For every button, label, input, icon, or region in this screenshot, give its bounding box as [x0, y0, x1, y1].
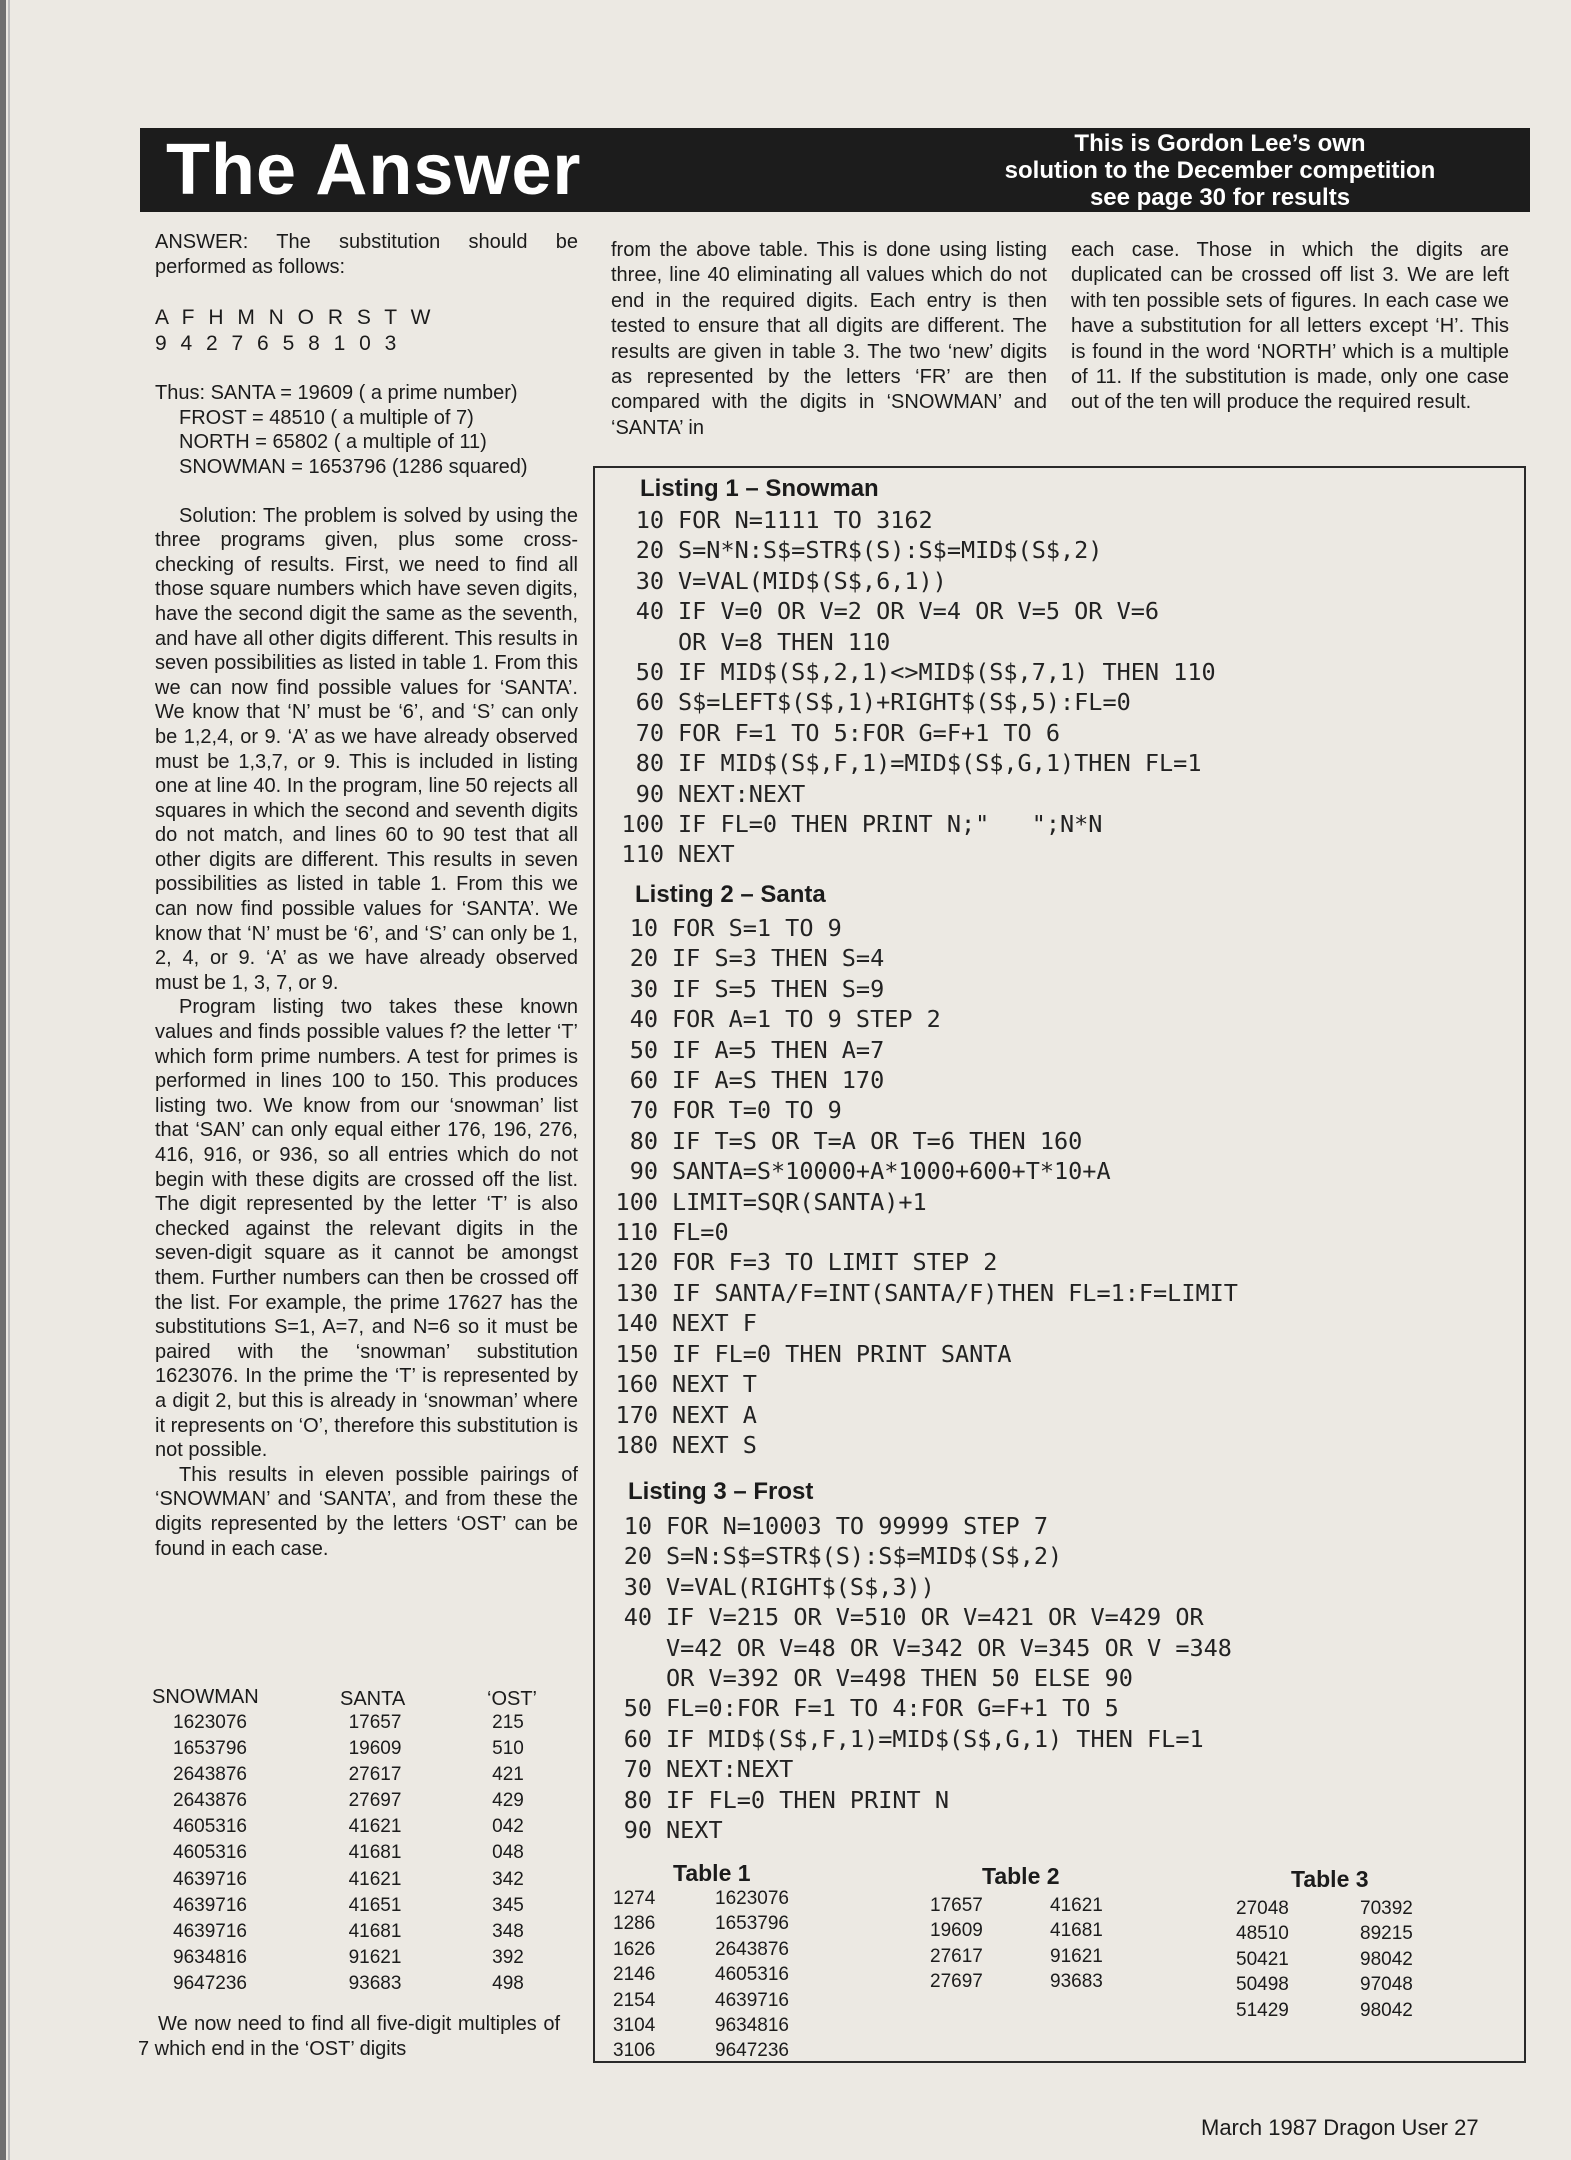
code-line	[592, 1754, 1232, 1784]
code-line	[592, 1572, 1232, 1602]
code-statement: FOR T=0 TO 9	[672, 1096, 842, 1125]
line-number: 30	[623, 1572, 652, 1601]
code-line	[604, 809, 1216, 839]
line-number: 40	[629, 1005, 658, 1034]
table-cell: 70392	[1360, 1898, 1413, 1919]
table-cell: 98042	[1360, 1948, 1413, 1970]
thus-line: NORTH = 65802 ( a multiple of 11)	[179, 431, 487, 454]
code-statement: LIMIT=SQR(SANTA)+1	[672, 1187, 927, 1216]
code-statement: OR V=8 THEN 110	[678, 627, 891, 656]
substitution-letters: A F H M N O R S T W	[155, 306, 435, 330]
table-cell: 9634816	[173, 1946, 247, 1968]
code-statement: IF S=5 THEN S=9	[672, 974, 885, 1003]
code-line	[598, 1339, 1238, 1369]
table-cell: 9634816	[715, 2015, 789, 2037]
line-number: 40	[623, 1603, 652, 1632]
thus-line: FROST = 48510 ( a multiple of 7)	[179, 406, 474, 429]
code-line	[604, 535, 1216, 565]
table-head-ost: ‘OST’	[487, 1688, 537, 1710]
line-number: 90	[629, 1157, 658, 1186]
table-cell: 93683	[348, 1972, 402, 1994]
column-3-text: each case. Those in which the digits are duplicated can be crossed off list 3. We are left with ten possible sets of figures. In each case we have a substitution for all letters except ‘H’. This is found in the word ‘NORTH’ which is a multiple of 11. If the substitution is made, only one case out of the ten will produce the required result.	[1071, 239, 1509, 414]
table-cell: 4639716	[173, 1894, 247, 1916]
code-line	[592, 1724, 1232, 1754]
line-number: 150	[615, 1339, 658, 1368]
code-statement: NEXT S	[672, 1430, 757, 1459]
table-cell: 1626	[613, 1938, 656, 1960]
table-cell: 2643876	[173, 1790, 247, 1812]
table-cell: 41621	[348, 1868, 402, 1890]
line-number: 80	[623, 1785, 652, 1814]
code-statement: IF MID$(S$,F,1)=MID$(S$,G,1) THEN FL=1	[666, 1724, 1204, 1753]
line-number: 70	[623, 1755, 652, 1784]
table-cell: 421	[492, 1764, 524, 1786]
code-line	[604, 718, 1216, 748]
page-title: The Answer	[166, 130, 582, 210]
line-number: 70	[629, 1096, 658, 1125]
line-number: 70	[635, 718, 664, 747]
table-cell: 1653796	[173, 1738, 247, 1760]
column-2-text: from the above table. This is done using listing three, line 40 eliminating all values which do not end in the required digits. Each entry is then tested to ensure that all digits are different. The results are given in table 3. The two ‘new’ digits as represented by the letters ‘FR’ are then compared with the digits in ‘SNOWMAN’ and ‘SANTA’ in	[611, 239, 1047, 439]
code-statement: IF A=5 THEN A=7	[672, 1035, 885, 1064]
table-cell: 2643876	[715, 1938, 789, 1960]
code-statement: IF A=S THEN 170	[672, 1066, 885, 1095]
table-cell: 9647236	[173, 1972, 247, 1994]
code-line	[598, 1308, 1238, 1338]
code-statement: V=VAL(RIGHT$(S$,3))	[666, 1572, 935, 1601]
table-cell: 9647236	[715, 2040, 789, 2062]
code-line	[604, 505, 1216, 535]
table-cell: 51429	[1236, 1999, 1289, 2021]
code-line	[598, 974, 1238, 1004]
table-cell: 41681	[348, 1842, 402, 1864]
code-line	[598, 1035, 1238, 1065]
code-statement: V=VAL(MID$(S$,6,1))	[678, 566, 947, 595]
table-cell: 4605316	[173, 1842, 247, 1864]
code-statement: FL=0	[672, 1218, 729, 1247]
line-number: 100	[621, 810, 664, 839]
line-number: 110	[615, 1218, 658, 1247]
snowman-column	[150, 1710, 270, 1997]
code-line	[598, 1004, 1238, 1034]
line-number: 80	[629, 1126, 658, 1155]
code-statement: S=N:S$=STR$(S):S$=MID$(S$,2)	[666, 1542, 1063, 1571]
line-number: 120	[615, 1248, 658, 1277]
code-line	[598, 1369, 1238, 1399]
line-number: 110	[621, 840, 664, 869]
listing-2-title: Listing 2 – Santa	[635, 881, 826, 908]
banner-subtitle	[930, 128, 1510, 211]
code-statement: S=N*N:S$=STR$(S):S$=MID$(S$,2)	[678, 536, 1103, 565]
code-line	[604, 596, 1216, 626]
table-cell: 41681	[1050, 1920, 1103, 1942]
code-line	[598, 1247, 1238, 1277]
line-number: 90	[623, 1816, 652, 1845]
table-cell: 1623076	[715, 1888, 789, 1909]
line-number: 50	[635, 658, 664, 687]
line-number: 60	[635, 688, 664, 717]
line-number: 60	[629, 1066, 658, 1095]
line-number: 40	[635, 597, 664, 626]
table-cell: 91621	[348, 1946, 402, 1968]
table-3-column-b	[1360, 1896, 1413, 2023]
page-spine-line	[8, 0, 10, 2160]
table-cell: 17657	[348, 1712, 402, 1733]
code-statement: IF FL=0 THEN PRINT SANTA	[672, 1339, 1012, 1368]
page-footer: March 1987 Dragon User 27	[1201, 2115, 1479, 2140]
code-statement: V=42 OR V=48 OR V=342 OR V=345 OR V =348	[666, 1633, 1232, 1662]
line-number: 100	[615, 1187, 658, 1216]
table-cell: 97048	[1360, 1974, 1413, 1996]
table-1-column-a	[613, 1886, 655, 2064]
subtitle-line: solution to the December competition	[1004, 157, 1436, 184]
code-line	[604, 839, 1216, 869]
code-line	[598, 1400, 1238, 1430]
table-cell: 042	[492, 1816, 524, 1838]
table-cell: 510	[492, 1738, 524, 1760]
table-cell: 4605316	[715, 1964, 789, 1986]
code-statement: NEXT	[666, 1816, 723, 1845]
table-cell: 2146	[613, 1964, 656, 1986]
code-line	[592, 1693, 1232, 1723]
table-cell: 215	[492, 1712, 524, 1733]
table-cell: 93683	[1050, 1971, 1103, 1993]
listing-3-code	[592, 1511, 1232, 1845]
subtitle-line: This is Gordon Lee’s own	[1074, 130, 1366, 157]
table-cell: 91621	[1050, 1945, 1103, 1967]
line-number: 170	[615, 1400, 658, 1429]
pairings-paragraph: This results in eleven possible pairings of ‘SNOWMAN’ and ‘SANTA’, and from these the digits represented by the letters ‘OST’ can be found in each case.	[155, 1463, 578, 1560]
code-statement: FOR F=3 TO LIMIT STEP 2	[672, 1248, 998, 1277]
code-statement: FL=0:FOR F=1 TO 4:FOR G=F+1 TO 5	[666, 1694, 1119, 1723]
table-cell: 27697	[930, 1971, 983, 1993]
code-line	[592, 1541, 1232, 1571]
page-spine-shadow	[0, 0, 6, 2160]
code-statement: FOR S=1 TO 9	[672, 914, 842, 942]
table-1-column-b	[715, 1886, 789, 2064]
code-statement: S$=LEFT$(S$,1)+RIGHT$(S$,5):FL=0	[678, 688, 1131, 717]
table-cell: 41621	[348, 1816, 402, 1838]
line-number: 10	[635, 506, 664, 534]
closing-paragraph: We now need to find all five-digit multiples of 7 which end in the ‘OST’ digits	[138, 2013, 560, 2061]
table-cell: 27048	[1236, 1898, 1289, 1919]
table-cell: 1286	[613, 1913, 656, 1935]
table-cell: 3106	[613, 2040, 656, 2062]
table-cell: 41681	[348, 1920, 402, 1942]
table-cell: 345	[492, 1894, 524, 1916]
code-line	[598, 1095, 1238, 1125]
code-statement: NEXT:NEXT	[678, 779, 806, 808]
thus-line: SNOWMAN = 1653796 (1286 squared)	[179, 455, 528, 478]
table-cell: 2643876	[173, 1764, 247, 1786]
listing-1-title: Listing 1 – Snowman	[640, 475, 879, 502]
code-statement: FOR A=1 TO 9 STEP 2	[672, 1005, 941, 1034]
code-line	[604, 748, 1216, 778]
table-cell: 429	[492, 1790, 524, 1812]
line-number: 180	[615, 1430, 658, 1459]
table-cell: 27697	[348, 1790, 402, 1812]
table-head-snowman: SNOWMAN	[152, 1686, 259, 1708]
table-cell: 342	[492, 1868, 524, 1890]
code-line	[604, 779, 1216, 809]
code-line	[592, 1785, 1232, 1815]
code-statement: OR V=392 OR V=498 THEN 50 ELSE 90	[666, 1664, 1133, 1693]
code-line	[592, 1602, 1232, 1632]
table-cell: 41621	[1050, 1895, 1103, 1916]
line-number: 50	[629, 1035, 658, 1064]
code-line	[598, 1065, 1238, 1095]
table-cell: 392	[492, 1946, 524, 1968]
table-cell: 2154	[613, 1989, 656, 2011]
code-line	[598, 1278, 1238, 1308]
santa-column	[330, 1710, 420, 1997]
code-line	[598, 1217, 1238, 1247]
table-cell: 4639716	[173, 1868, 247, 1890]
program-paragraph: Program listing two takes these known values and finds possible values f? the letter ‘T’ which form prime numbers. A test for primes is performed in lines 100 to 150. This produces listing two. We know from our ‘snowman’ list that ‘SAN’ can only equal either 176, 196, 276, 416, 916, or 936, so all entries which do not begin with these digits are crossed off the list. The digit represented by the letter ‘T’ is also checked against the relevant digits in the seven-digit square as it cannot be amongst them. Further numbers can then be crossed off the list. For example, the prime 17627 has the substitutions S=1, A=7, and N=6 so it must be paired with the ‘snowman’ substitution 1623076. In the prime the ‘T’ is represented by a digit 2, but this is already in ‘snowman’ where it represents on ‘O’, therefore this substitution is not possible.	[155, 996, 578, 1462]
table-cell: 27617	[348, 1764, 402, 1786]
column-1	[155, 230, 578, 1561]
code-line	[604, 627, 1216, 657]
line-number: 130	[615, 1278, 658, 1307]
table-cell: 4605316	[173, 1816, 247, 1838]
listing-2-code	[598, 913, 1238, 1460]
table-cell: 4639716	[173, 1920, 247, 1942]
code-statement: SANTA=S*10000+A*1000+600+T*10+A	[672, 1157, 1111, 1186]
code-line	[598, 1187, 1238, 1217]
table-cell: 41651	[348, 1894, 402, 1916]
line-number: 80	[635, 749, 664, 778]
table-cell: 89215	[1360, 1923, 1413, 1945]
code-line	[598, 1430, 1238, 1460]
table-cell: 4639716	[715, 1989, 789, 2011]
line-number: 30	[629, 974, 658, 1003]
line-number: 20	[635, 536, 664, 565]
table-2-title: Table 2	[982, 1863, 1060, 1889]
code-statement: FOR N=10003 TO 99999 STEP 7	[666, 1512, 1049, 1540]
code-line	[604, 657, 1216, 687]
line-number: 140	[615, 1309, 658, 1338]
table-cell: 17657	[930, 1895, 983, 1916]
line-number: 20	[623, 1542, 652, 1571]
table-cell: 1274	[613, 1888, 656, 1909]
line-number: 30	[635, 566, 664, 595]
table-cell: 1653796	[715, 1913, 789, 1935]
table-cell: 98042	[1360, 1999, 1413, 2021]
line-number: 20	[629, 944, 658, 973]
table-cell: 48510	[1236, 1923, 1289, 1945]
listing-3-title: Listing 3 – Frost	[628, 1478, 814, 1505]
code-statement: IF S=3 THEN S=4	[672, 944, 885, 973]
line-number: 90	[635, 779, 664, 808]
code-statement: NEXT	[678, 840, 735, 869]
table-cell: 19609	[348, 1738, 402, 1760]
title-banner	[140, 128, 1530, 212]
code-line	[604, 687, 1216, 717]
code-line	[598, 913, 1238, 943]
code-line	[598, 943, 1238, 973]
table-2-column-b	[1050, 1893, 1103, 1995]
code-statement: IF MID$(S$,2,1)<>MID$(S$,7,1) THEN 110	[678, 658, 1216, 687]
table-cell: 1623076	[173, 1712, 247, 1733]
code-line	[592, 1815, 1232, 1845]
line-number: 10	[623, 1512, 652, 1540]
code-statement: FOR F=1 TO 5:FOR G=F+1 TO 6	[678, 718, 1061, 747]
code-statement: IF T=S OR T=A OR T=6 THEN 160	[672, 1126, 1083, 1155]
table-1-title: Table 1	[673, 1860, 751, 1886]
thus-line: Thus: SANTA = 19609 ( a prime number)	[155, 382, 518, 405]
code-statement: NEXT T	[672, 1370, 757, 1399]
ost-column	[484, 1710, 532, 1997]
table-cell: 50498	[1236, 1974, 1289, 1996]
line-number: 50	[623, 1694, 652, 1723]
code-line	[592, 1663, 1232, 1693]
solution-paragraph: Solution: The problem is solved by using the three programs given, plus some cross-checking of results. First, we need to find all those square numbers which have seven digits, have the second digit the same as the seventh, and have all other digits different. This results in seven possibilities as listed in table 1. From this we can now find possible values for ‘SANTA’. We know that ‘N’ must be ‘6’, and ‘S’ can only be 1,2,4, or 9. ‘A’ as we have already observed must be 1,3,7, or 9. This is included in listing one at line 40. In the program, line 50 rejects all squares in which the second and seventh digits do not match, and lines 60 to 90 test that all other digits are different. This results in seven possibilities as listed in table 1. From this we can now find possible values for ‘SANTA’. We know that ‘N’ must be ‘6’, and ‘S’ can only be 1, 2, 4, or 9. ‘A’ as we have already observed must be 1, 3, 7, or 9.	[155, 504, 578, 994]
code-statement: IF FL=0 THEN PRINT N;" ";N*N	[678, 810, 1103, 839]
table-cell: 19609	[930, 1920, 983, 1942]
code-line	[598, 1156, 1238, 1186]
line-number: 60	[623, 1724, 652, 1753]
listing-1-code	[604, 505, 1216, 870]
code-statement: IF V=215 OR V=510 OR V=421 OR V=429 OR	[666, 1603, 1204, 1632]
code-statement: NEXT F	[672, 1309, 757, 1338]
code-line	[604, 566, 1216, 596]
line-number: 160	[615, 1370, 658, 1399]
table-cell: 50421	[1236, 1948, 1289, 1970]
code-line	[598, 1126, 1238, 1156]
code-statement: NEXT A	[672, 1400, 757, 1429]
code-statement: IF MID$(S$,F,1)=MID$(S$,G,1)THEN FL=1	[678, 749, 1202, 778]
code-statement: NEXT:NEXT	[666, 1755, 794, 1784]
table-cell: 498	[492, 1972, 524, 1994]
table-cell: 27617	[930, 1945, 983, 1967]
substitution-digits: 9 4 2 7 6 5 8 1 0 3	[155, 332, 401, 356]
code-line	[592, 1511, 1232, 1541]
code-statement: IF FL=0 THEN PRINT N	[666, 1785, 949, 1814]
code-line	[592, 1633, 1232, 1663]
code-statement: FOR N=1111 TO 3162	[678, 506, 933, 534]
code-statement: IF V=0 OR V=2 OR V=4 OR V=5 OR V=6	[678, 597, 1160, 626]
table-3-column-a	[1236, 1896, 1289, 2023]
answer-intro: ANSWER: The substitution should be performed as follows:	[155, 231, 578, 278]
code-statement: IF SANTA/F=INT(SANTA/F)THEN FL=1:F=LIMIT	[672, 1278, 1238, 1307]
table-head-santa: SANTA	[340, 1688, 406, 1710]
subtitle-line: see page 30 for results	[1089, 184, 1351, 211]
table-2-column-a	[930, 1893, 983, 1995]
line-number: 10	[629, 914, 658, 942]
table-cell: 3104	[613, 2015, 656, 2037]
table-cell: 048	[492, 1842, 524, 1864]
table-3-title: Table 3	[1291, 1866, 1369, 1892]
table-cell: 348	[492, 1920, 524, 1942]
